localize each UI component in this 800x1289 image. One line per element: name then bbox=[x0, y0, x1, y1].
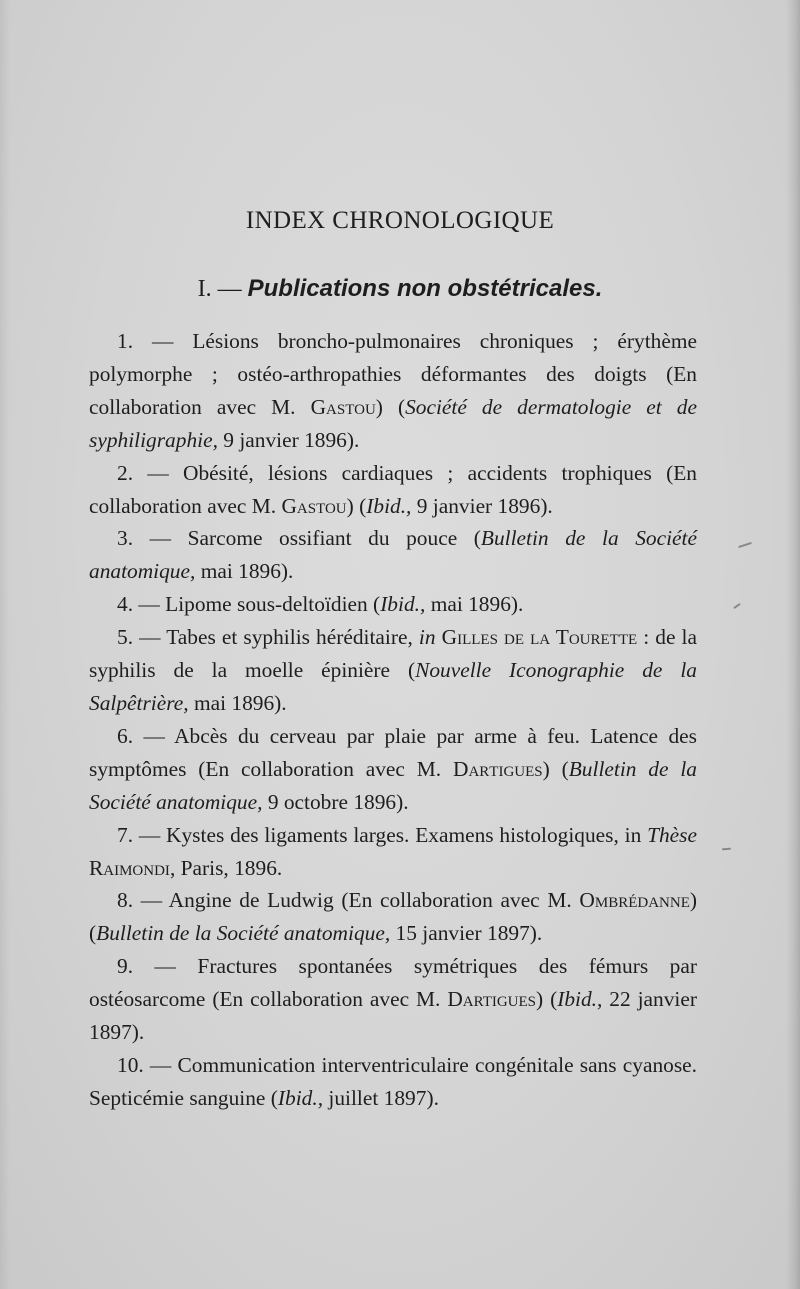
publication-entry bbox=[89, 325, 697, 457]
entry-text: , Paris, 1896. bbox=[169, 855, 283, 880]
entry-text: ) ( bbox=[536, 987, 558, 1012]
author-name: Gilles de la Tourette bbox=[441, 625, 638, 650]
entry-text: juillet 1897). bbox=[323, 1085, 439, 1110]
journal-title: Société de dermatologie et de syphiligraphie, bbox=[89, 394, 697, 452]
entry-text: 9 octobre 1896). bbox=[262, 789, 409, 814]
publication-entry bbox=[89, 819, 697, 885]
entry-text: ) ( bbox=[542, 756, 569, 781]
publication-entry bbox=[89, 1049, 697, 1115]
journal-title: Bulletin de la Société anatomique, bbox=[89, 526, 697, 584]
publication-entry bbox=[89, 522, 697, 588]
journal-title: Bulletin de la Société anatomique, bbox=[89, 756, 697, 814]
entry-text: mai 1896). bbox=[188, 690, 287, 715]
author-name: Dartigues bbox=[447, 987, 537, 1012]
entry-text: 1. — Lésions broncho-pulmonaires chroniques ; érythème polymorphe ; ostéo-arthropathies déformantes des doigts (En collaboration avec M. bbox=[89, 329, 697, 419]
publication-entry bbox=[89, 621, 697, 720]
margin-mark bbox=[738, 542, 752, 548]
entry-text: 3. — Sarcome ossifiant du pouce ( bbox=[117, 526, 481, 551]
page-edge-shadow-right bbox=[786, 0, 800, 1289]
entry-text: 10. — Communication interventriculaire congénitale sans cyanose. Septicémie sanguine ( bbox=[89, 1052, 697, 1110]
entry-text: 8. — Angine de Ludwig (En collaboration avec M. bbox=[117, 888, 580, 913]
journal-title: in bbox=[418, 625, 436, 650]
entry-text: 4. — Lipome sous-deltoïdien ( bbox=[117, 592, 381, 617]
section-number: I. — bbox=[197, 276, 248, 302]
journal-title: Ibid., bbox=[557, 987, 603, 1012]
journal-title: Nouvelle Iconographie de la Salpêtrière, bbox=[89, 658, 697, 715]
entry-text: mai 1896). bbox=[425, 592, 524, 617]
section-heading bbox=[0, 275, 800, 303]
entry-text: 5. — Tabes et syphilis héréditaire, bbox=[117, 625, 419, 650]
entry-text: mai 1896). bbox=[195, 559, 294, 584]
entry-text: 7. — Kystes des ligaments larges. Examens histologiques, in bbox=[117, 822, 648, 847]
journal-title: Ibid., bbox=[277, 1085, 324, 1110]
entry-text: 9 janvier 1896). bbox=[217, 427, 360, 452]
section-title: Publications non obstétricales. bbox=[247, 275, 603, 302]
entry-text: 6. — Abcès du cerveau par plaie par arme à feu. Latence des symptômes (En collaboration avec M. bbox=[89, 723, 697, 781]
margin-mark bbox=[733, 603, 741, 609]
page-edge-shadow-left bbox=[0, 0, 10, 1289]
entry-text: ) ( bbox=[89, 888, 697, 946]
publication-entry bbox=[89, 588, 697, 621]
page-title: INDEX CHRONOLOGIQUE bbox=[245, 207, 555, 234]
author-name: Ombrédanne bbox=[579, 888, 690, 913]
journal-title: Thèse bbox=[647, 822, 697, 847]
publication-entry bbox=[89, 720, 697, 819]
entry-text: : de la syphilis de la moelle épinière ( bbox=[89, 625, 697, 683]
journal-title: Ibid., bbox=[366, 493, 412, 518]
publication-entry bbox=[89, 950, 697, 1049]
publication-entry bbox=[89, 884, 697, 950]
journal-title: Bulletin de la Société anatomique, bbox=[96, 921, 391, 946]
entry-text: 2. — Obésité, lésions cardiaques ; accidents trophiques (En collaboration avec M. bbox=[89, 460, 697, 518]
journal-title: Ibid., bbox=[380, 592, 426, 617]
author-name: Raimondi bbox=[89, 855, 170, 880]
author-name: Gastou bbox=[281, 493, 347, 518]
entry-text: 22 janvier 1897). bbox=[89, 987, 697, 1045]
entry-text: ) ( bbox=[375, 394, 406, 419]
entry-text: 9 janvier 1896). bbox=[411, 493, 553, 518]
entry-text: 9. — Fractures spontanées symétriques des fémurs par ostéosarcome (En collaboration avec M. bbox=[89, 954, 697, 1012]
entry-text: ) ( bbox=[346, 493, 367, 518]
publication-list bbox=[89, 325, 697, 1115]
publication-entry bbox=[89, 457, 697, 523]
entry-text: 15 janvier 1897). bbox=[390, 921, 543, 946]
author-name: Dartigues bbox=[453, 756, 543, 781]
margin-mark bbox=[722, 848, 731, 851]
author-name: Gastou bbox=[310, 394, 376, 419]
